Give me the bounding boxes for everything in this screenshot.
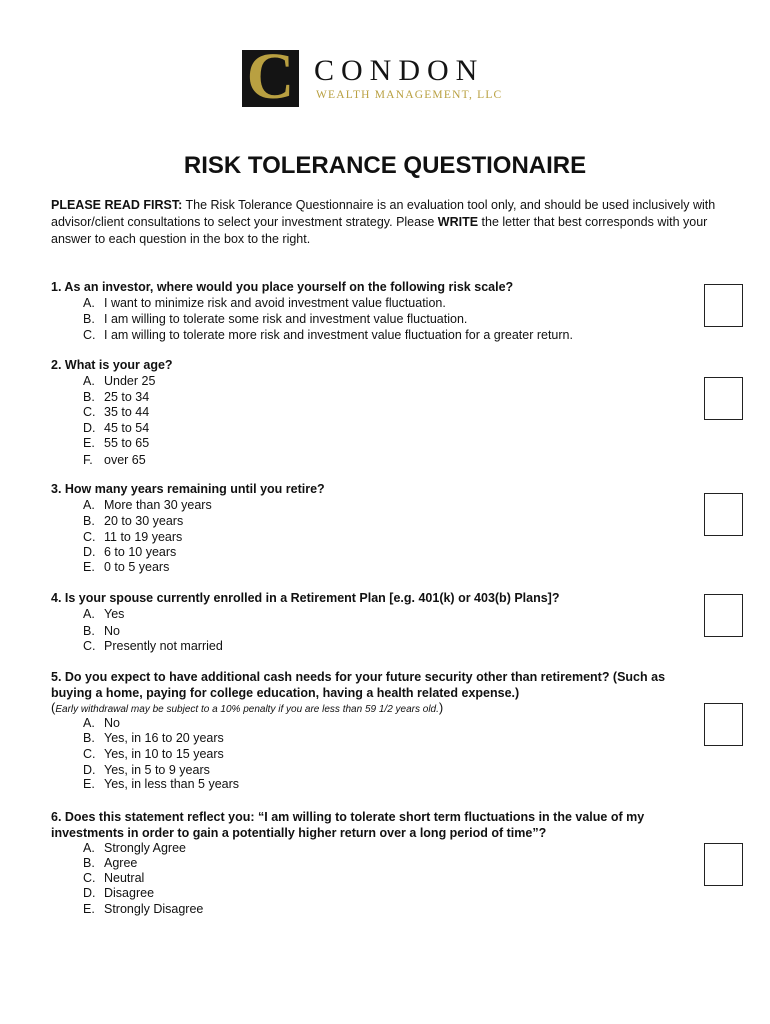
option-text: No bbox=[104, 716, 120, 730]
note-text: Early withdrawal may be subject to a 10% penalty if you are less than 59 1/2 years old. bbox=[55, 704, 439, 715]
option-text: 6 to 10 years bbox=[104, 545, 177, 559]
option-text: 20 to 30 years bbox=[104, 514, 184, 528]
option-text: Presently not married bbox=[104, 639, 223, 653]
option-text: over 65 bbox=[104, 453, 146, 467]
question-5-text: 5. Do you expect to have additional cash needs for your future security other than retirement? (Such as buying a home, paying for college education, having a health related expense.) bbox=[51, 670, 666, 700]
option-letter: A. bbox=[83, 296, 95, 310]
answer-box-1[interactable] bbox=[704, 284, 743, 327]
question-3-option-a bbox=[83, 498, 212, 513]
question-3-option-e bbox=[83, 560, 169, 575]
option-text: Disagree bbox=[104, 886, 155, 900]
option-text: More than 30 years bbox=[104, 498, 212, 512]
answer-box-3[interactable] bbox=[704, 493, 743, 536]
option-text: Neutral bbox=[104, 871, 145, 885]
question-6-option-a bbox=[83, 841, 186, 856]
question-2-option-f bbox=[83, 453, 146, 468]
option-text: 35 to 44 bbox=[104, 405, 150, 419]
option-letter: B. bbox=[83, 514, 95, 528]
question-3-text: 3. How many years remaining until you retire? bbox=[51, 482, 325, 496]
question-2-option-b bbox=[83, 390, 149, 405]
option-text: Agree bbox=[104, 856, 138, 870]
question-2-option-d bbox=[83, 421, 149, 436]
option-text: 55 to 65 bbox=[104, 436, 150, 450]
option-text: Strongly Agree bbox=[104, 841, 186, 855]
option-text: Yes, in less than 5 years bbox=[104, 777, 240, 791]
question-2-option-e bbox=[83, 436, 149, 451]
question-2-option-c bbox=[83, 405, 149, 420]
intro-emphasis: WRITE bbox=[437, 215, 479, 229]
option-text: I am willing to tolerate some risk and investment value fluctuation. bbox=[104, 312, 468, 326]
option-letter: E. bbox=[83, 777, 95, 791]
option-letter: B. bbox=[83, 390, 95, 404]
logo-letter: C bbox=[246, 40, 295, 113]
option-text: I am willing to tolerate more risk and investment value fluctuation for a greater return. bbox=[104, 328, 573, 342]
option-letter: A. bbox=[83, 607, 95, 621]
intro-paragraph bbox=[51, 197, 721, 248]
logo-subtitle: WEALTH MANAGEMENT, LLC bbox=[316, 89, 503, 101]
question-2-option-a bbox=[83, 374, 155, 389]
option-text: Yes bbox=[104, 607, 125, 621]
option-letter: A. bbox=[83, 716, 95, 730]
option-letter: C. bbox=[83, 747, 96, 761]
question-6-option-e bbox=[83, 902, 203, 917]
answer-box-5[interactable] bbox=[704, 703, 743, 746]
option-letter: B. bbox=[83, 624, 95, 638]
option-letter: E. bbox=[83, 902, 95, 916]
option-letter: C. bbox=[83, 328, 96, 342]
option-text: 11 to 19 years bbox=[104, 530, 183, 544]
question-4-text: 4. Is your spouse currently enrolled in a Retirement Plan [e.g. 401(k) or 403(b) Plans]? bbox=[51, 591, 560, 605]
question-6-text: 6. Does this statement reflect you: “I am willing to tolerate short term fluctuations in the value of my investments in order to gain a potentially higher return over a long period of time”? bbox=[51, 810, 645, 840]
option-letter: D. bbox=[83, 421, 96, 435]
question-5-option-b bbox=[83, 731, 224, 746]
option-text: Under 25 bbox=[104, 374, 156, 388]
option-text: I want to minimize risk and avoid investment value fluctuation. bbox=[104, 296, 446, 310]
company-logo bbox=[242, 40, 542, 113]
question-4-option-a bbox=[83, 607, 124, 622]
question-5-option-a bbox=[83, 716, 120, 731]
option-letter: B. bbox=[83, 731, 95, 745]
question-1-text: 1. As an investor, where would you place yourself on the following risk scale? bbox=[51, 280, 514, 294]
option-letter: C. bbox=[83, 405, 96, 419]
question-3-option-d bbox=[83, 545, 176, 560]
option-text: Yes, in 16 to 20 years bbox=[104, 731, 224, 745]
option-text: No bbox=[104, 624, 120, 638]
question-5-option-d bbox=[83, 763, 210, 778]
option-letter: E. bbox=[83, 436, 95, 450]
intro-text-1: The Risk Tolerance Questionnaire is an evaluation tool only, and should be used inclusively with advisor/client consultations to select your investment strategy. Please bbox=[51, 198, 716, 229]
option-letter: E. bbox=[83, 560, 95, 574]
question-3-option-c bbox=[83, 530, 182, 545]
option-text: Yes, in 5 to 9 years bbox=[104, 763, 210, 777]
option-letter: C. bbox=[83, 639, 96, 653]
option-letter: A. bbox=[83, 498, 95, 512]
question-5-option-c bbox=[83, 747, 224, 762]
question-6-option-d bbox=[83, 886, 154, 901]
question-5-note: (Early withdrawal may be subject to a 10% penalty if you are less than 59 1/2 years old.) bbox=[51, 700, 444, 715]
option-letter: F. bbox=[83, 453, 93, 467]
intro-text-2: the letter that best corresponds with your answer to each question in the box to the right. bbox=[51, 215, 708, 246]
option-text: 25 to 34 bbox=[104, 390, 150, 404]
logo-company-name: CONDON bbox=[314, 54, 485, 87]
option-letter: A. bbox=[83, 374, 95, 388]
option-text: 0 to 5 years bbox=[104, 560, 170, 574]
logo-mark bbox=[242, 40, 299, 113]
question-1-option-c bbox=[83, 328, 573, 343]
question-3-option-b bbox=[83, 514, 183, 529]
option-letter: D. bbox=[83, 763, 96, 777]
question-5-option-e bbox=[83, 777, 239, 792]
option-text: 45 to 54 bbox=[104, 421, 150, 435]
answer-box-6[interactable] bbox=[704, 843, 743, 886]
option-letter: C. bbox=[83, 871, 96, 885]
answer-box-2[interactable] bbox=[704, 377, 743, 420]
option-letter: D. bbox=[83, 886, 96, 900]
option-letter: B. bbox=[83, 312, 95, 326]
question-4-option-b bbox=[83, 624, 120, 639]
intro-lead: PLEASE READ FIRST: bbox=[51, 198, 183, 212]
option-letter: C. bbox=[83, 530, 96, 544]
option-letter: B. bbox=[83, 856, 95, 870]
option-text: Strongly Disagree bbox=[104, 902, 204, 916]
question-1-option-b bbox=[83, 312, 467, 327]
option-letter: A. bbox=[83, 841, 95, 855]
question-6-option-b bbox=[83, 856, 137, 871]
question-6-option-c bbox=[83, 871, 144, 886]
question-4-option-c bbox=[83, 639, 223, 654]
question-2-text: 2. What is your age? bbox=[51, 358, 173, 372]
page-title: RISK TOLERANCE QUESTIONAIRE bbox=[183, 152, 587, 179]
question-1-option-a bbox=[83, 296, 446, 311]
option-letter: D. bbox=[83, 545, 96, 559]
option-text: Yes, in 10 to 15 years bbox=[104, 747, 224, 761]
answer-box-4[interactable] bbox=[704, 594, 743, 637]
